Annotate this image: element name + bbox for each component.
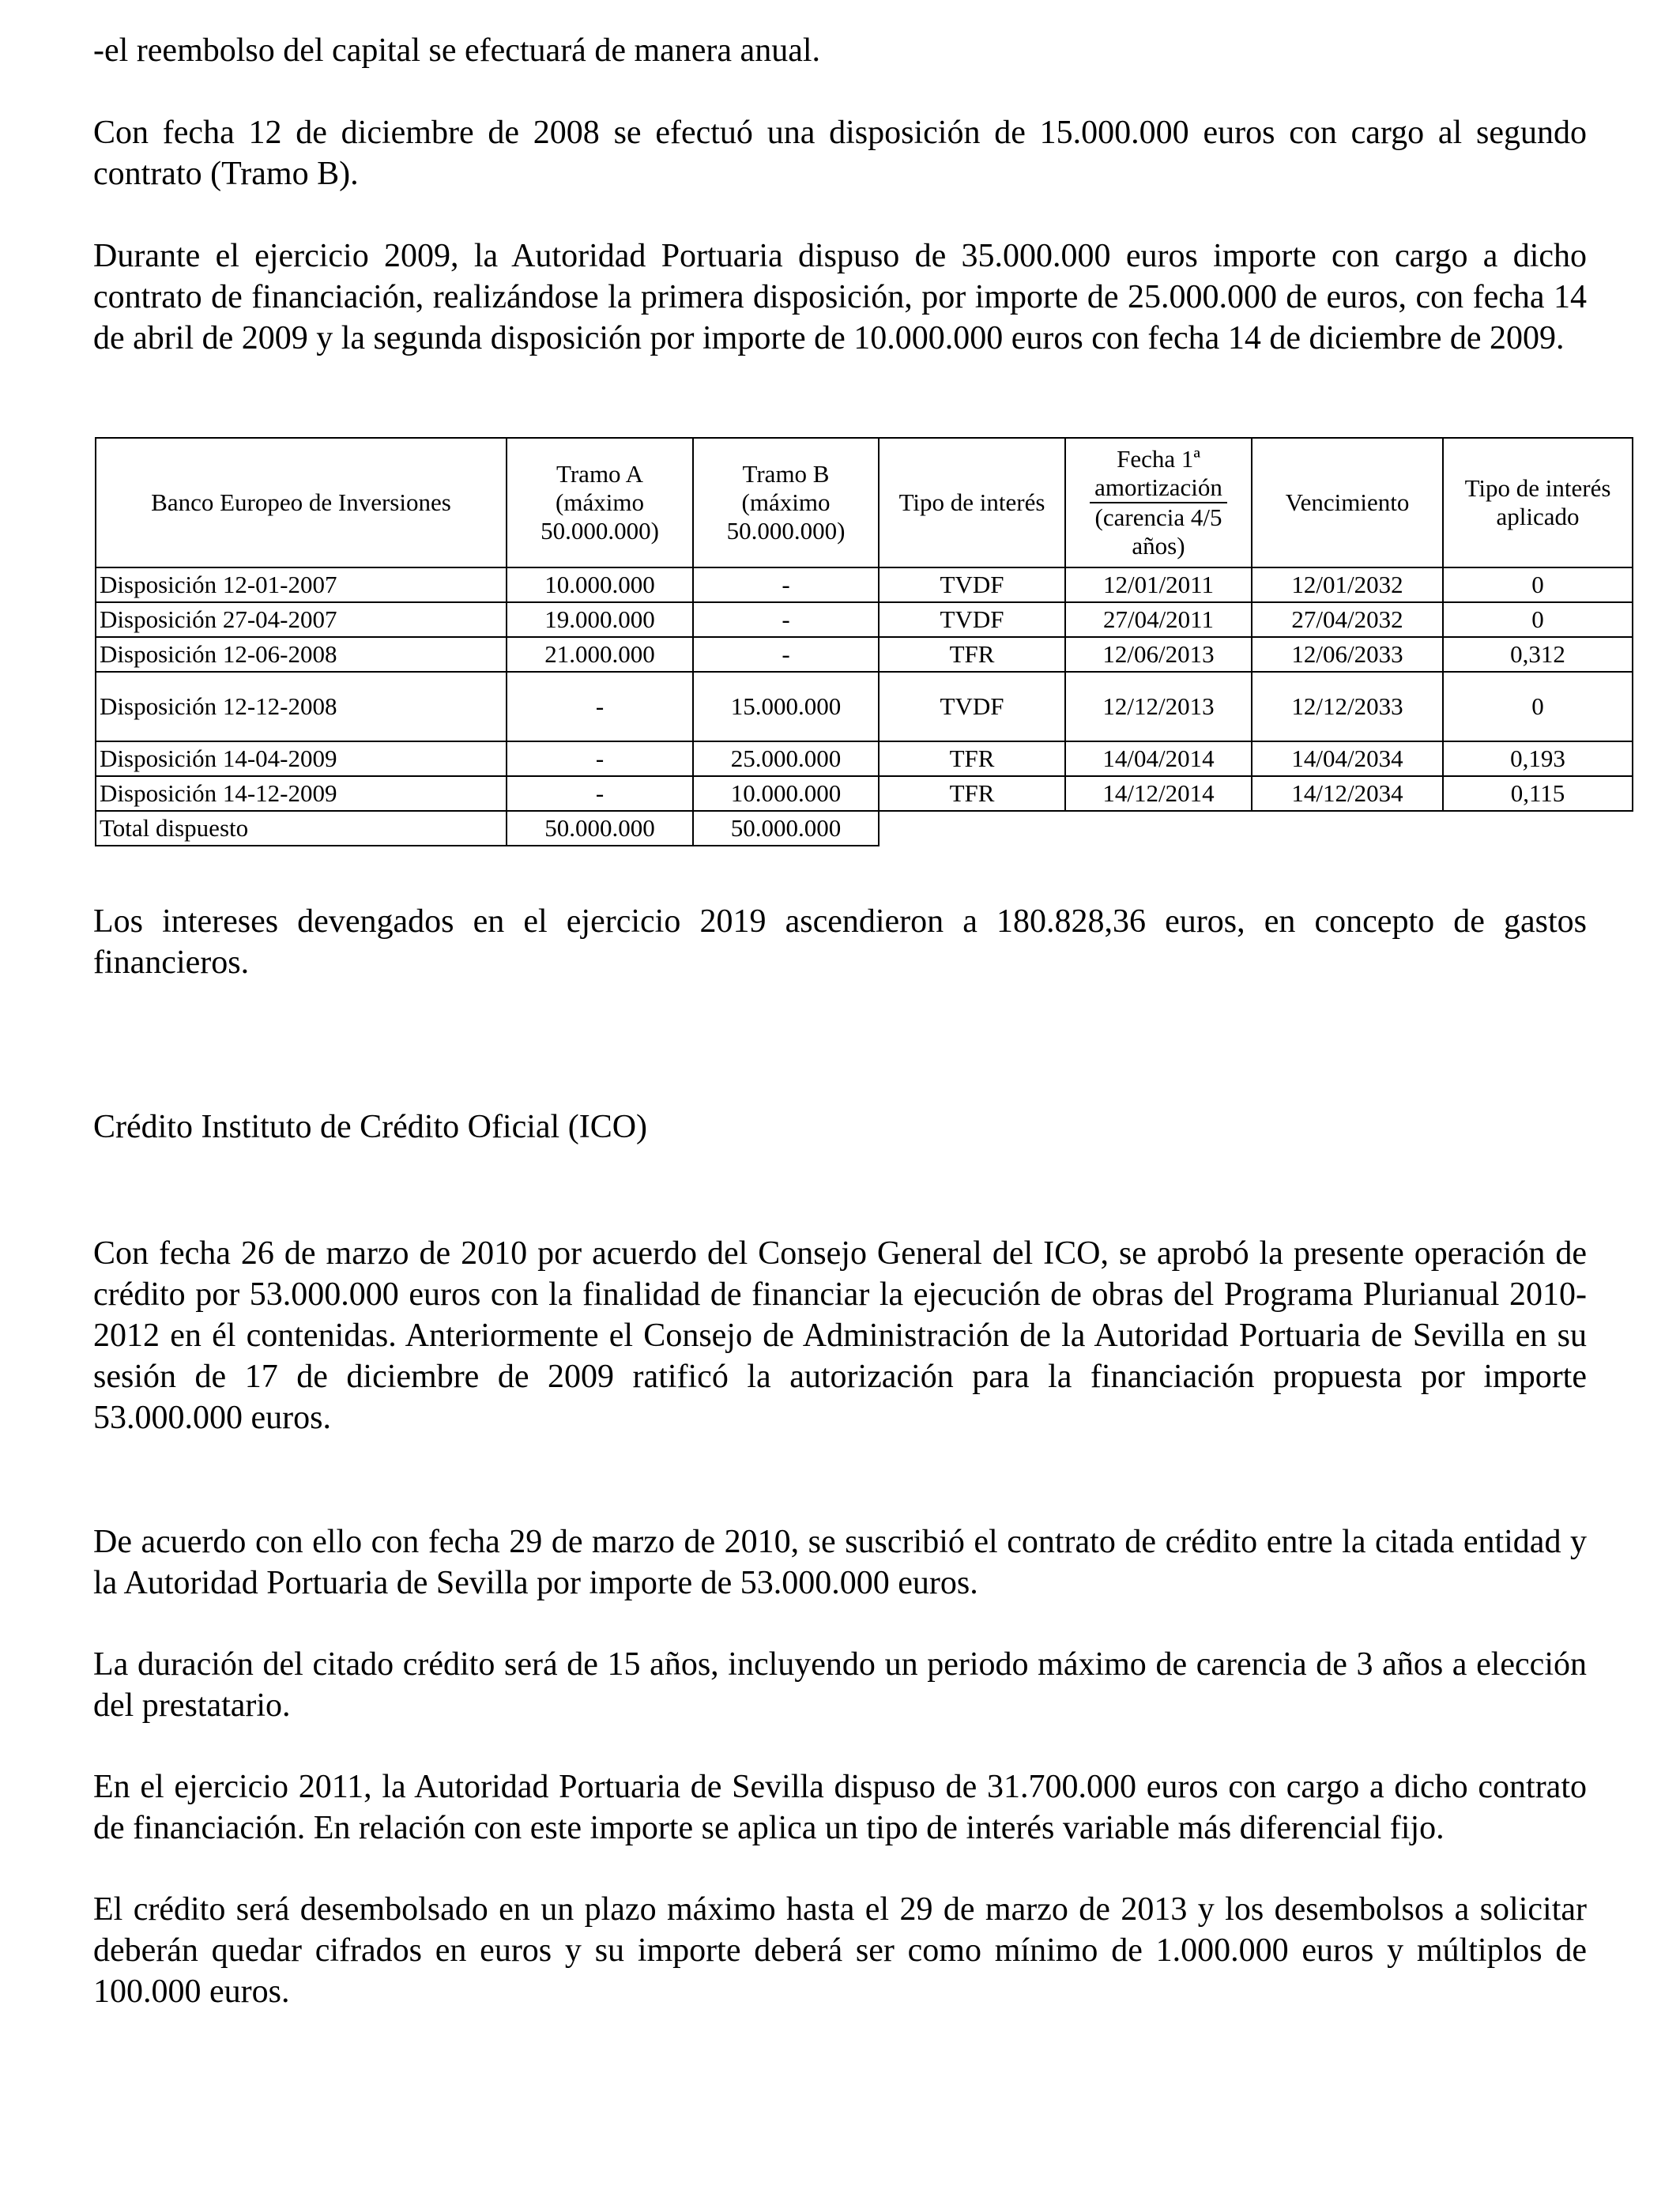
row-vencimiento: 14/04/2034 [1252,741,1443,776]
paragraph-ejercicio-2009: Durante el ejercicio 2009, la Autoridad Portuaria dispuso de 35.000.000 euros importe con cargo a dicho contrato de financiación, realizándose la primera disposición, por importe de 25.000.000 de euros, con fecha 14 de abril de 2009 y la segunda disposición por importe de 10.000.000 euros con fecha 14 de diciembre de 2009. [93,238,1587,356]
paragraph-consejo-ico: Con fecha 26 de marzo de 2010 por acuerdo del Consejo General del ICO, se aprobó la presente operación de crédito por 53.000.000 euros con la finalidad de financiar la ejecución de obras del Programa Plurianual 2010-2012 en él contenidas. Anteriormente el Consejo de Administración de la Autoridad Portuaria de Sevilla en su sesión de 17 de diciembre de 2009 ratificó la autorización para la financiación propuesta por importe 53.000.000 euros. [93,1235,1587,1436]
header-tramo-b [693,438,879,567]
header-tramo-a-line3: 50.000.000) [541,517,659,545]
table-row [96,672,1633,741]
row-aplicado: 0 [1443,672,1633,741]
row-vencimiento: 14/12/2034 [1252,776,1443,811]
row-tramo-a: - [507,741,693,776]
row-fecha: 27/04/2011 [1065,602,1252,637]
paragraph-reembolso: -el reembolso del capital se efectuará de manera anual. [93,32,821,69]
table-row [96,637,1633,672]
row-vencimiento: 12/12/2033 [1252,672,1443,741]
row-tramo-a: 19.000.000 [507,602,693,637]
row-tramo-a: 21.000.000 [507,637,693,672]
row-aplicado: 0,312 [1443,637,1633,672]
header-tramo-b-line2: (máximo [741,488,831,516]
header-fecha-line3: (carencia 4/5 [1094,503,1222,531]
row-tramo-b: - [693,602,879,637]
row-tipo: TFR [879,776,1065,811]
row-tramo-a: - [507,672,693,741]
header-tipo-aplicado [1443,438,1633,567]
total-empty [1065,811,1252,846]
total-tramo-a: 50.000.000 [507,811,693,846]
row-tramo-b: 10.000.000 [693,776,879,811]
row-vencimiento: 12/06/2033 [1252,637,1443,672]
total-empty [1443,811,1633,846]
row-fecha: 12/06/2013 [1065,637,1252,672]
row-label: Disposición 27-04-2007 [96,602,507,637]
header-tramo-a [507,438,693,567]
row-label: Disposición 12-12-2008 [96,672,507,741]
row-aplicado: 0,115 [1443,776,1633,811]
header-fecha-line4: años) [1132,532,1185,560]
table-row [96,776,1633,811]
total-empty [879,811,1065,846]
paragraph-desembolso: El crédito será desembolsado en un plazo máximo hasta el 29 de marzo de 2013 y los desembolsos a solicitar deberán quedar cifrados en euros y su importe deberá ser como mínimo de 1.000.000 euros y múltiplos de 100.000 euros. [93,1891,1587,2010]
header-tramo-a-line2: (máximo [556,488,644,516]
paragraph-duracion: La duración del citado crédito será de 15 años, incluyendo un periodo máximo de carencia de 3 años a elección del prestatario. [93,1646,1587,1724]
row-tipo: TVDF [879,567,1065,602]
row-label: Disposición 12-01-2007 [96,567,507,602]
row-tramo-b: 15.000.000 [693,672,879,741]
header-aplicado-line2: aplicado [1496,503,1580,530]
row-fecha: 14/12/2014 [1065,776,1252,811]
row-aplicado: 0 [1443,602,1633,637]
paragraph-contrato-credito: De acuerdo con ello con fecha 29 de marzo de 2010, se suscribió el contrato de crédito entre la citada entidad y la Autoridad Portuaria de Sevilla por importe de 53.000.000 euros. [93,1524,1587,1601]
row-label: Disposición 12-06-2008 [96,637,507,672]
row-aplicado: 0 [1443,567,1633,602]
row-fecha: 12/12/2013 [1065,672,1252,741]
row-tipo: TVDF [879,602,1065,637]
row-aplicado: 0,193 [1443,741,1633,776]
row-fecha: 12/01/2011 [1065,567,1252,602]
table-header-row [96,438,1633,567]
paragraph-disposicion-2008: Con fecha 12 de diciembre de 2008 se efectuó una disposición de 15.000.000 euros con cargo al segundo contrato (Tramo B). [93,115,1587,192]
row-tramo-b: - [693,567,879,602]
row-fecha: 14/04/2014 [1065,741,1252,776]
row-tipo: TVDF [879,672,1065,741]
total-label: Total dispuesto [96,811,507,846]
header-tramo-b-line3: 50.000.000) [726,517,846,545]
row-label: Disposición 14-12-2009 [96,776,507,811]
table-row [96,602,1633,637]
header-tramo-b-line1: Tramo B [742,460,830,488]
row-vencimiento: 12/01/2032 [1252,567,1443,602]
row-tramo-a: 10.000.000 [507,567,693,602]
row-label: Disposición 14-04-2009 [96,741,507,776]
row-tramo-b: 25.000.000 [693,741,879,776]
header-tipo-interes: Tipo de interés [879,438,1065,567]
row-tipo: TFR [879,741,1065,776]
row-tramo-b: - [693,637,879,672]
header-fecha-amortizacion [1065,438,1252,567]
bei-disposiciones-table [95,437,1633,846]
header-fecha-line1: Fecha 1ª [1117,445,1200,473]
header-fecha-line2: amortización [1090,473,1227,503]
header-banco: Banco Europeo de Inversiones [96,438,507,567]
table-row [96,567,1633,602]
table-total-row [96,811,1633,846]
paragraph-intereses-2019: Los intereses devengados en el ejercicio 2019 ascendieron a 180.828,36 euros, en concepto de gastos financieros. [93,903,1587,981]
header-aplicado-line1: Tipo de interés [1464,474,1611,502]
header-tramo-a-line1: Tramo A [556,460,643,488]
row-tipo: TFR [879,637,1065,672]
header-vencimiento: Vencimiento [1252,438,1443,567]
total-tramo-b: 50.000.000 [693,811,879,846]
paragraph-ejercicio-2011: En el ejercicio 2011, la Autoridad Portuaria de Sevilla dispuso de 31.700.000 euros con cargo a dicho contrato de financiación. En relación con este importe se aplica un tipo de interés variable más diferencial fijo. [93,1769,1587,1846]
section-heading-ico: Crédito Instituto de Crédito Oficial (ICO) [93,1109,648,1145]
row-vencimiento: 27/04/2032 [1252,602,1443,637]
row-tramo-a: - [507,776,693,811]
table-row [96,741,1633,776]
total-empty [1252,811,1443,846]
